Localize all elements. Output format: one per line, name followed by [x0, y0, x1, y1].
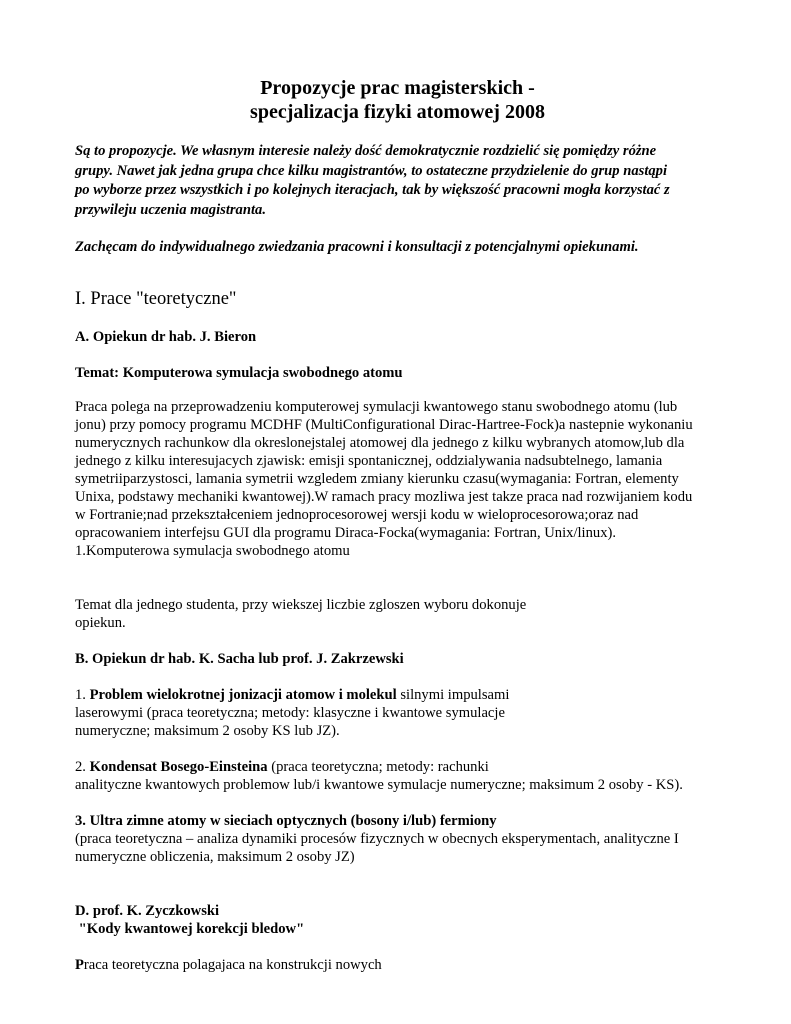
- topic-b-1-number: 1.: [75, 686, 90, 703]
- supervisor-b: B. Opiekun dr hab. K. Sacha lub prof. J. Zakrzewski: [75, 650, 404, 667]
- topic-b-2-title: Kondensat Bosego-Einsteina: [89, 758, 268, 775]
- intro-paragraph: [75, 142, 720, 220]
- supervisor-a: A. Opiekun dr hab. J. Bieron: [75, 328, 257, 345]
- topic-b-1: [75, 686, 720, 740]
- desc-a-line-2: jonu) przy pomocy programu MCDHF (MultiConfigurational Dirac-Hartree-Fock)a nastepnie wykonaniu: [75, 416, 693, 433]
- group-d: [75, 902, 720, 938]
- topic-b-2-line-1: [75, 758, 720, 776]
- note-a-line-1: Temat dla jednego studenta, przy wiekszej liczbie zgloszen wyboru dokonuje: [75, 596, 527, 613]
- title-line-2: specjalizacja fizyki atomowej 2008: [250, 101, 545, 123]
- topic-b-1-line-2: laserowymi (praca teoretyczna; metody: klasyczne i kwantowe symulacje: [75, 704, 505, 721]
- topic-d: "Kody kwantowej korekcji bledow": [75, 920, 305, 937]
- topic-b-1-line-3: numeryczne; maksimum 2 osoby KS lub JZ).: [75, 722, 340, 739]
- desc-a-line-3: numerycznych rachunkow dla okreslonejstalej atomowej dla jednego z kilku wybranych atomow,lub dla: [75, 434, 685, 451]
- note-a-line-2: opiekun.: [75, 614, 126, 631]
- topic-b-2-rest: (praca teoretyczna; metody: rachunki: [267, 758, 489, 775]
- topic-b-3-line-2: (praca teoretyczna – analiza dynamiki procesów fizycznych w obecnych eksperymentach, analityczne I: [75, 830, 679, 847]
- desc-a-line-5: symetriiparzystosci, lamania symetrii wzgledem zmiany kierunku czasu(wymagania: Fortran, elementy: [75, 470, 679, 487]
- intro-line-1: Są to propozycje. We własnym interesie należy dość demokratycznie rozdzielić się pomiędzy różne: [75, 143, 657, 159]
- topic-b-1-title: Problem wielokrotnej jonizacji atomow i molekul: [89, 686, 397, 703]
- intro-line-3: po wyborze przez wszystkich i po kolejnych iteracjach, tak by większość pracowni mogła korzystać z: [75, 182, 670, 198]
- desc-a-line-8: opracowaniem interfejsu GUI dla programu Diraca-Focka(wymagania: Fortran, Unix/linux).: [75, 524, 617, 541]
- document-title: [75, 76, 720, 124]
- intro-line-2: grupy. Nawet jak jedna grupa chce kilku magistrantów, to ostateczne przydzielenie do grup nastąpi: [75, 162, 668, 179]
- topic-b-3-line-3: numeryczne obliczenia, maksimum 2 osoby JZ): [75, 848, 355, 865]
- topic-b-2-number: 2.: [75, 758, 90, 775]
- description-a: [75, 398, 720, 560]
- encouragement-line: Zachęcam do indywidualnego zwiedzania pracowni i konsultacji z potencjalnymi opiekunami.: [75, 239, 639, 255]
- document-page: [75, 70, 720, 974]
- title-line-1: Propozycje prac magisterskich -: [260, 77, 535, 99]
- desc-a-line-4: jednego z kilku interesujacych zjawisk: emisji spontanicznej, oddzialywania nadsubtelnego, lamania: [75, 452, 663, 469]
- description-d-initial: P: [75, 956, 84, 973]
- section-heading-theoretical: I. Prace "teoretyczne": [75, 288, 237, 309]
- description-d-text: raca teoretyczna polagajaca na konstrukcji nowych: [83, 956, 382, 973]
- topic-b-3-title: 3. Ultra zimne atomy w sieciach optycznych (bosony i/lub) fermiony: [75, 812, 497, 829]
- description-d: [75, 956, 720, 974]
- topic-b-1-line-1: [75, 686, 720, 704]
- note-a: [75, 596, 720, 632]
- supervisor-d: D. prof. K. Zyczkowski: [75, 902, 220, 919]
- topic-b-2: [75, 758, 720, 794]
- desc-a-line-7: w Fortranie;nad przekształceniem jednoprocesorowej wersji kodu w wieloprocesorowa;oraz nad: [75, 506, 639, 523]
- topic-b-1-rest: silnymi impulsami: [396, 686, 510, 703]
- intro-line-4: przywileju uczenia magistranta.: [75, 201, 266, 218]
- desc-a-line-9: 1.Komputerowa symulacja swobodnego atomu: [75, 542, 350, 559]
- topic-b-3: [75, 812, 720, 866]
- desc-a-line-6: Unixa, podstawy mechaniki kwantowej).W ramach pracy mozliwa jest takze praca nad rozwijaniem kodu: [75, 488, 693, 505]
- desc-a-line-1: Praca polega na przeprowadzeniu komputerowej symulacji kwantowego stanu swobodnego atomu (lub: [75, 398, 678, 415]
- topic-b-2-line-2: analityczne kwantowych problemow lub/i kwantowe symulacje numeryczne; maksimum 2 osoby - KS).: [75, 776, 683, 793]
- topic-a: Temat: Komputerowa symulacja swobodnego atomu: [75, 364, 403, 381]
